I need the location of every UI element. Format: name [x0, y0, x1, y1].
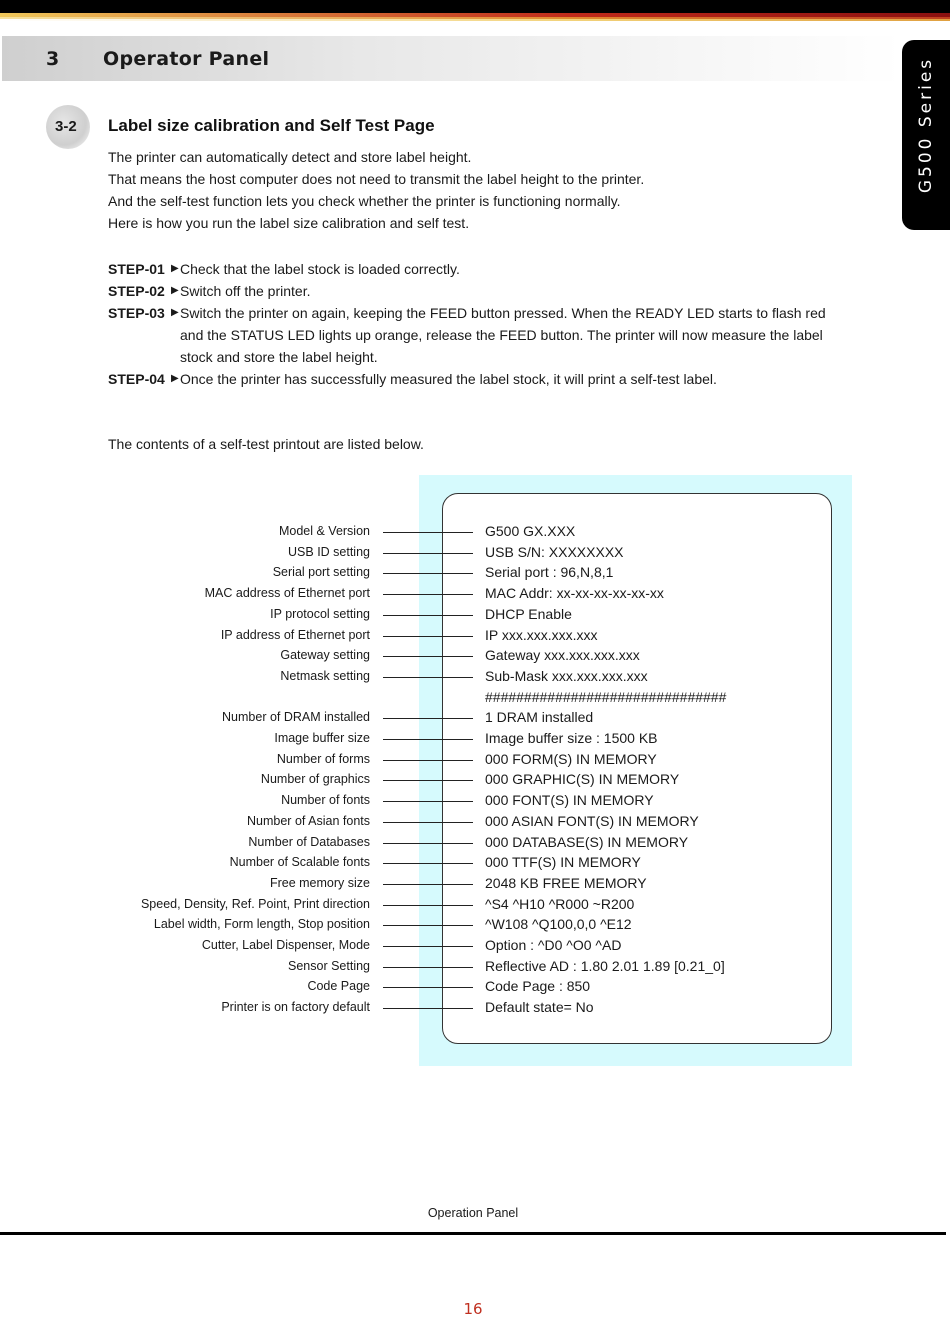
leader-line	[383, 863, 473, 864]
printout-field-label: Speed, Density, Ref. Point, Print direction	[140, 896, 370, 911]
contents-intro: The contents of a self-test printout are listed below.	[108, 436, 424, 452]
leader-line	[383, 946, 473, 947]
intro-line: And the self-test function lets you check whether the printer is functioning normally.	[108, 193, 621, 209]
printout-value: 000 GRAPHIC(S) IN MEMORY	[485, 771, 680, 788]
printout-value: IP xxx.xxx.xxx.xxx	[485, 626, 598, 643]
series-tab-label: G500 Series	[916, 56, 936, 194]
section-title: Label size calibration and Self Test Page	[108, 116, 435, 135]
leader-line	[383, 987, 473, 988]
leader-line	[383, 615, 473, 616]
steps-list	[108, 258, 828, 390]
leader-line	[383, 636, 473, 637]
leader-line	[383, 677, 473, 678]
printout-value: Default state= No	[485, 999, 594, 1016]
printout-value: Code Page : 850	[485, 978, 591, 995]
intro-line: That means the host computer does not need to transmit the label height to the printer.	[108, 171, 645, 187]
printout-field-label: Number of forms	[276, 751, 370, 766]
leader-line	[383, 884, 473, 885]
printout-field-label: Sensor Setting	[288, 958, 370, 973]
printout-field-label: Number of graphics	[260, 772, 370, 787]
step-label: STEP-03	[108, 305, 165, 321]
step-label: STEP-04	[108, 371, 165, 387]
printout-value: Serial port : 96,N,8,1	[485, 564, 614, 581]
chapter-number: 3	[46, 48, 60, 70]
printout-value: 000 FORM(S) IN MEMORY	[485, 750, 657, 767]
leader-line	[383, 780, 473, 781]
footer-caption: Operation Panel	[427, 1206, 519, 1220]
printout-value: MAC Addr: xx-xx-xx-xx-xx-xx	[485, 585, 664, 602]
section-number: 3-2	[55, 118, 77, 135]
step-item	[108, 280, 828, 302]
leader-line	[383, 553, 473, 554]
printout-value: Image buffer size : 1500 KB	[485, 730, 658, 746]
leader-line	[383, 739, 473, 740]
printout-value: ^W108 ^Q100,0,0 ^E12	[485, 916, 632, 933]
leader-line	[383, 905, 473, 906]
step-text: Check that the label stock is loaded correctly.	[180, 261, 460, 277]
printout-value: 000 FONT(S) IN MEMORY	[485, 792, 654, 809]
leader-line	[383, 925, 473, 926]
printout-field-label: Cutter, Label Dispenser, Mode	[201, 938, 370, 952]
printout-value: 1 DRAM installed	[485, 709, 594, 726]
printout-value: Reflective AD : 1.80 2.01 1.89 [0.21_0]	[485, 957, 725, 974]
step-text: Switch off the printer.	[180, 283, 311, 299]
printout-field-label: Serial port setting	[272, 565, 370, 580]
step-text: Switch the printer on again, keeping the FEED button pressed. When the READY LED starts to flash red and the STATUS LED lights up orange, release the FEED button. The printer will now measure the label stock and store the label height.	[180, 305, 826, 365]
printout-field-label: Number of Scalable fonts	[229, 855, 370, 870]
step-label: STEP-01	[108, 261, 165, 277]
printout-field-label: Printer is on factory default	[221, 1000, 370, 1015]
printout-field-label: Code Page	[307, 979, 370, 994]
printout-value: G500 GX.XXX	[485, 523, 576, 539]
printout-field-label: Model & Version	[278, 524, 370, 538]
leader-line	[383, 843, 473, 844]
leader-line	[383, 656, 473, 657]
leader-line	[383, 967, 473, 968]
intro-line: The printer can automatically detect and store label height.	[108, 149, 472, 165]
triangle-right-icon: ▶	[171, 263, 179, 274]
footer-divider	[0, 1232, 946, 1235]
printout-field-label: Number of Databases	[248, 834, 370, 849]
printout-field-label: Number of Asian fonts	[247, 813, 370, 828]
printout-value: Option : ^D0 ^O0 ^AD	[485, 937, 622, 953]
leader-line	[383, 532, 473, 533]
leader-line	[383, 718, 473, 719]
step-item	[108, 302, 828, 368]
step-label: STEP-02	[108, 283, 165, 299]
printout-field-label: IP address of Ethernet port	[220, 627, 370, 642]
page-number: 16	[463, 1300, 483, 1318]
step-item	[108, 368, 828, 390]
printout-field-label: Number of fonts	[281, 793, 370, 808]
printout-field-label: Label width, Form length, Stop position	[153, 917, 370, 932]
printout-field-label: Netmask setting	[280, 668, 370, 683]
step-text: Once the printer has successfully measured the label stock, it will print a self-test label.	[180, 371, 717, 387]
printout-field-label: Free memory size	[269, 875, 370, 890]
printout-value: ^S4 ^H10 ^R000 ~R200	[485, 895, 635, 912]
printout-value: Gateway xxx.xxx.xxx.xxx	[485, 647, 640, 664]
triangle-right-icon: ▶	[171, 373, 179, 384]
printout-field-label: Gateway setting	[280, 648, 370, 663]
printout-value: 000 TTF(S) IN MEMORY	[485, 854, 641, 871]
leader-line	[383, 822, 473, 823]
printout-value: USB S/N: XXXXXXXX	[485, 543, 624, 560]
printout-value: 000 DATABASE(S) IN MEMORY	[485, 833, 689, 850]
printout-field-label: Image buffer size	[274, 731, 370, 745]
triangle-right-icon: ▶	[171, 285, 179, 296]
leader-line	[383, 1008, 473, 1009]
top-gradient-stripe	[0, 19, 950, 21]
triangle-right-icon: ▶	[171, 307, 179, 318]
printout-field-label: IP protocol setting	[270, 606, 370, 621]
printout-field-label: Number of DRAM installed	[222, 710, 370, 725]
printout-value: DHCP Enable	[485, 605, 572, 622]
step-item	[108, 258, 828, 280]
leader-line	[383, 760, 473, 761]
intro-paragraph	[108, 146, 644, 234]
chapter-title: Operator Panel	[103, 48, 270, 70]
top-black-bar	[0, 0, 950, 13]
printout-value: 2048 KB FREE MEMORY	[485, 874, 647, 891]
printout-value: ###############################	[485, 688, 727, 705]
leader-line	[383, 801, 473, 802]
printout-value: Sub-Mask xxx.xxx.xxx.xxx	[485, 667, 648, 684]
printout-value: 000 ASIAN FONT(S) IN MEMORY	[485, 812, 699, 829]
leader-line	[383, 594, 473, 595]
printout-field-label: USB ID setting	[288, 544, 370, 559]
printout-field-label: MAC address of Ethernet port	[204, 586, 370, 601]
leader-line	[383, 573, 473, 574]
intro-line: Here is how you run the label size calibration and self test.	[108, 215, 470, 231]
